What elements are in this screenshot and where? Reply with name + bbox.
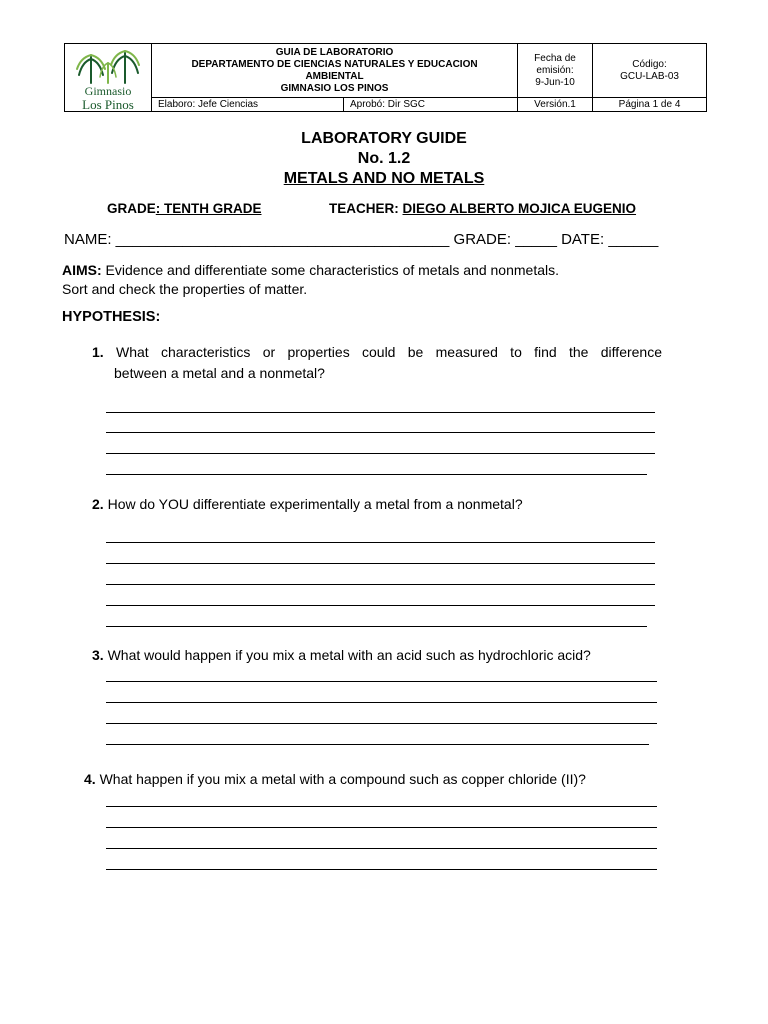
hypothesis-heading: HYPOTHESIS: xyxy=(62,309,161,325)
answer-line[interactable] xyxy=(106,605,655,606)
title-line-2: No. 1.2 xyxy=(357,150,411,167)
version-cell: Versión.1 xyxy=(518,98,593,112)
question-3 xyxy=(92,645,591,666)
question-4 xyxy=(84,769,586,790)
issue-date-label-2: emisión: xyxy=(536,64,574,76)
logo-line-2: Los Pinos xyxy=(82,96,134,112)
student-info-line[interactable]: NAME: ________________________________________ GRADE: _____ DATE: ______ xyxy=(64,231,659,248)
answer-line[interactable] xyxy=(106,563,655,564)
answer-line[interactable] xyxy=(106,744,649,745)
grade-value: : TENTH GRADE xyxy=(155,201,262,216)
answer-line[interactable] xyxy=(106,584,655,585)
question-1 xyxy=(92,342,662,384)
code-cell xyxy=(593,44,707,98)
title-line-3: METALS AND NO METALS xyxy=(283,170,485,187)
question-3-number: 3. xyxy=(92,647,104,663)
document-header-table xyxy=(64,43,707,112)
question-4-number: 4. xyxy=(84,771,96,787)
answer-line[interactable] xyxy=(106,723,657,724)
issue-date-label: Fecha de xyxy=(534,52,576,64)
department-text: DEPARTAMENTO DE CIENCIAS NATURALES Y EDUCACION xyxy=(191,58,478,70)
code-label: Código: xyxy=(632,58,667,70)
approved-by-cell: Aprobó: Dir SGC xyxy=(344,98,518,112)
answer-line[interactable] xyxy=(106,702,657,703)
teacher-label: TEACHER: xyxy=(329,201,403,216)
answer-line[interactable] xyxy=(106,848,657,849)
question-1-text: What characteristics or properties could be measured to find the difference xyxy=(103,344,662,360)
grade-label: GRADE xyxy=(107,201,156,216)
logo-wordmark xyxy=(65,85,151,111)
answer-line[interactable] xyxy=(106,806,657,807)
issue-date-value: 9-Jun-10 xyxy=(535,76,575,88)
teacher-value: DIEGO ALBERTO MOJICA EUGENIO xyxy=(402,201,637,216)
document-title xyxy=(0,129,768,189)
issue-date-cell xyxy=(518,44,593,98)
question-1-text-cont: between a metal and a nonmetal? xyxy=(114,365,325,381)
answer-line[interactable] xyxy=(106,412,655,413)
school-logo xyxy=(65,44,152,112)
answer-line[interactable] xyxy=(106,869,657,870)
answer-line[interactable] xyxy=(106,827,657,828)
grade-info xyxy=(107,201,262,216)
answer-line[interactable] xyxy=(106,626,647,627)
prepared-by-cell: Elaboro: Jefe Ciencias xyxy=(152,98,344,112)
question-2-number: 2. xyxy=(92,496,104,512)
logo-line-1: Gimnasio xyxy=(84,83,132,98)
question-4-text: What happen if you mix a metal with a compound such as copper chloride (II)? xyxy=(99,771,586,787)
answer-line[interactable] xyxy=(106,432,655,433)
teacher-info xyxy=(329,201,636,216)
answer-line[interactable] xyxy=(106,474,647,475)
department-text-cont: AMBIENTAL xyxy=(305,70,364,82)
department-title-cell xyxy=(152,44,518,98)
answer-line[interactable] xyxy=(106,453,655,454)
question-1-number: 1. xyxy=(92,344,104,360)
answer-line[interactable] xyxy=(106,681,657,682)
question-3-text: What would happen if you mix a metal with an acid such as hydrochloric acid? xyxy=(107,647,591,663)
aims-line-1: Evidence and differentiate some characteristics of metals and nonmetals. xyxy=(101,262,559,278)
guide-type-text: GUIA DE LABORATORIO xyxy=(275,46,394,58)
question-2-text: How do YOU differentiate experimentally a metal from a nonmetal? xyxy=(107,496,523,512)
title-line-1: LABORATORY GUIDE xyxy=(301,130,467,147)
code-value: GCU-LAB-03 xyxy=(620,70,679,82)
aims-line-2: Sort and check the properties of matter. xyxy=(62,281,308,297)
page-number-cell: Página 1 de 4 xyxy=(593,98,707,112)
aims-section xyxy=(62,261,702,299)
pine-trees-logo-icon xyxy=(73,47,143,87)
school-name-text: GIMNASIO LOS PINOS xyxy=(280,82,389,94)
aims-label: AIMS: xyxy=(62,262,102,278)
answer-line[interactable] xyxy=(106,542,655,543)
question-2 xyxy=(92,494,523,515)
